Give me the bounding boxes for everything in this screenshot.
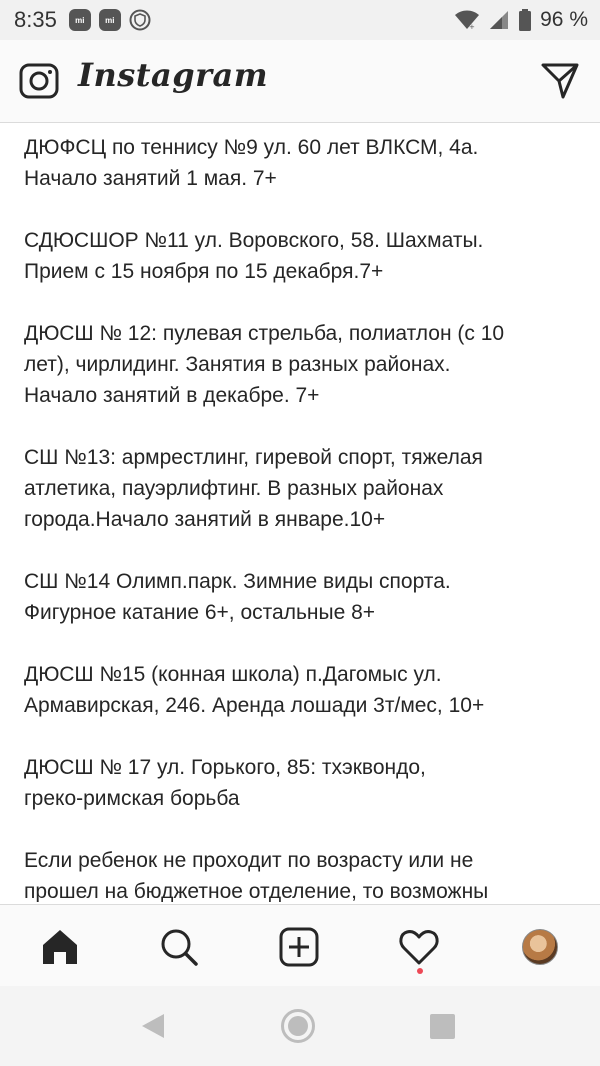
notification-icons bbox=[69, 9, 151, 31]
app-header bbox=[0, 40, 600, 123]
app-logo: Instagram bbox=[78, 56, 269, 94]
wifi-icon bbox=[454, 10, 480, 30]
tab-activity[interactable] bbox=[397, 925, 441, 969]
caption-paragraph: Если ребенок не проходит по возрасту или не прошел на бюджетное отделение, то возможны bbox=[24, 849, 489, 902]
status-time: 8:35 bbox=[14, 7, 57, 32]
mi-app-icon: mi bbox=[69, 9, 91, 31]
direct-message-icon[interactable] bbox=[540, 60, 580, 100]
home-icon bbox=[40, 927, 80, 967]
caption-paragraph: ДЮСШ № 17 ул. Горького, 85: тхэквондо, греко-римская борьба bbox=[24, 756, 426, 810]
tab-new-post[interactable] bbox=[277, 925, 321, 969]
camera-icon[interactable] bbox=[18, 60, 60, 102]
recents-button[interactable] bbox=[430, 1014, 455, 1039]
activity-notification-dot bbox=[417, 968, 423, 974]
shield-icon bbox=[129, 9, 151, 31]
tab-search[interactable] bbox=[157, 925, 201, 969]
caption-paragraph: СШ №14 Олимп.парк. Зимние виды спорта. Фигурное катание 6+, остальные 8+ bbox=[24, 570, 451, 624]
battery-percent: 96 % bbox=[540, 8, 588, 31]
svg-text:+: + bbox=[469, 23, 475, 30]
mi-app-icon: mi bbox=[99, 9, 121, 31]
caption-paragraph: ДЮФСЦ по теннису №9 ул. 60 лет ВЛКСМ, 4а. Начало занятий 1 мая. 7+ bbox=[24, 136, 479, 190]
caption-paragraph: СДЮСШОР №11 ул. Воровского, 58. Шахматы. Прием с 15 ноября по 15 декабря.7+ bbox=[24, 229, 484, 283]
activity-heart-icon bbox=[398, 926, 440, 968]
caption-paragraph: ДЮСШ №15 (конная школа) п.Дагомыс ул. Армавирская, 246. Аренда лошади 3т/мес, 10+ bbox=[24, 663, 485, 717]
caption-paragraph: СШ №13: армрестлинг, гиревой спорт, тяжелая атлетика, пауэрлифтинг. В разных районах города.Начало занятий в январе.10+ bbox=[24, 446, 483, 531]
status-bar bbox=[0, 0, 600, 40]
status-right bbox=[454, 0, 588, 40]
home-button[interactable] bbox=[280, 1008, 316, 1044]
search-icon bbox=[158, 926, 200, 968]
battery-icon bbox=[518, 9, 532, 31]
profile-avatar bbox=[522, 929, 558, 965]
post-caption bbox=[24, 122, 584, 902]
android-nav-bar bbox=[0, 986, 600, 1066]
cellular-signal-icon bbox=[488, 10, 510, 30]
tab-home[interactable] bbox=[38, 925, 82, 969]
tab-profile[interactable] bbox=[518, 925, 562, 969]
back-button[interactable] bbox=[140, 1012, 166, 1040]
caption-paragraph: ДЮСШ № 12: пулевая стрельба, полиатлон (с 10 лет), чирлидинг. Занятия в разных районах. Начало занятий в декабре. 7+ bbox=[24, 322, 505, 407]
new-post-icon bbox=[278, 926, 320, 968]
bottom-tab-bar bbox=[0, 904, 600, 987]
